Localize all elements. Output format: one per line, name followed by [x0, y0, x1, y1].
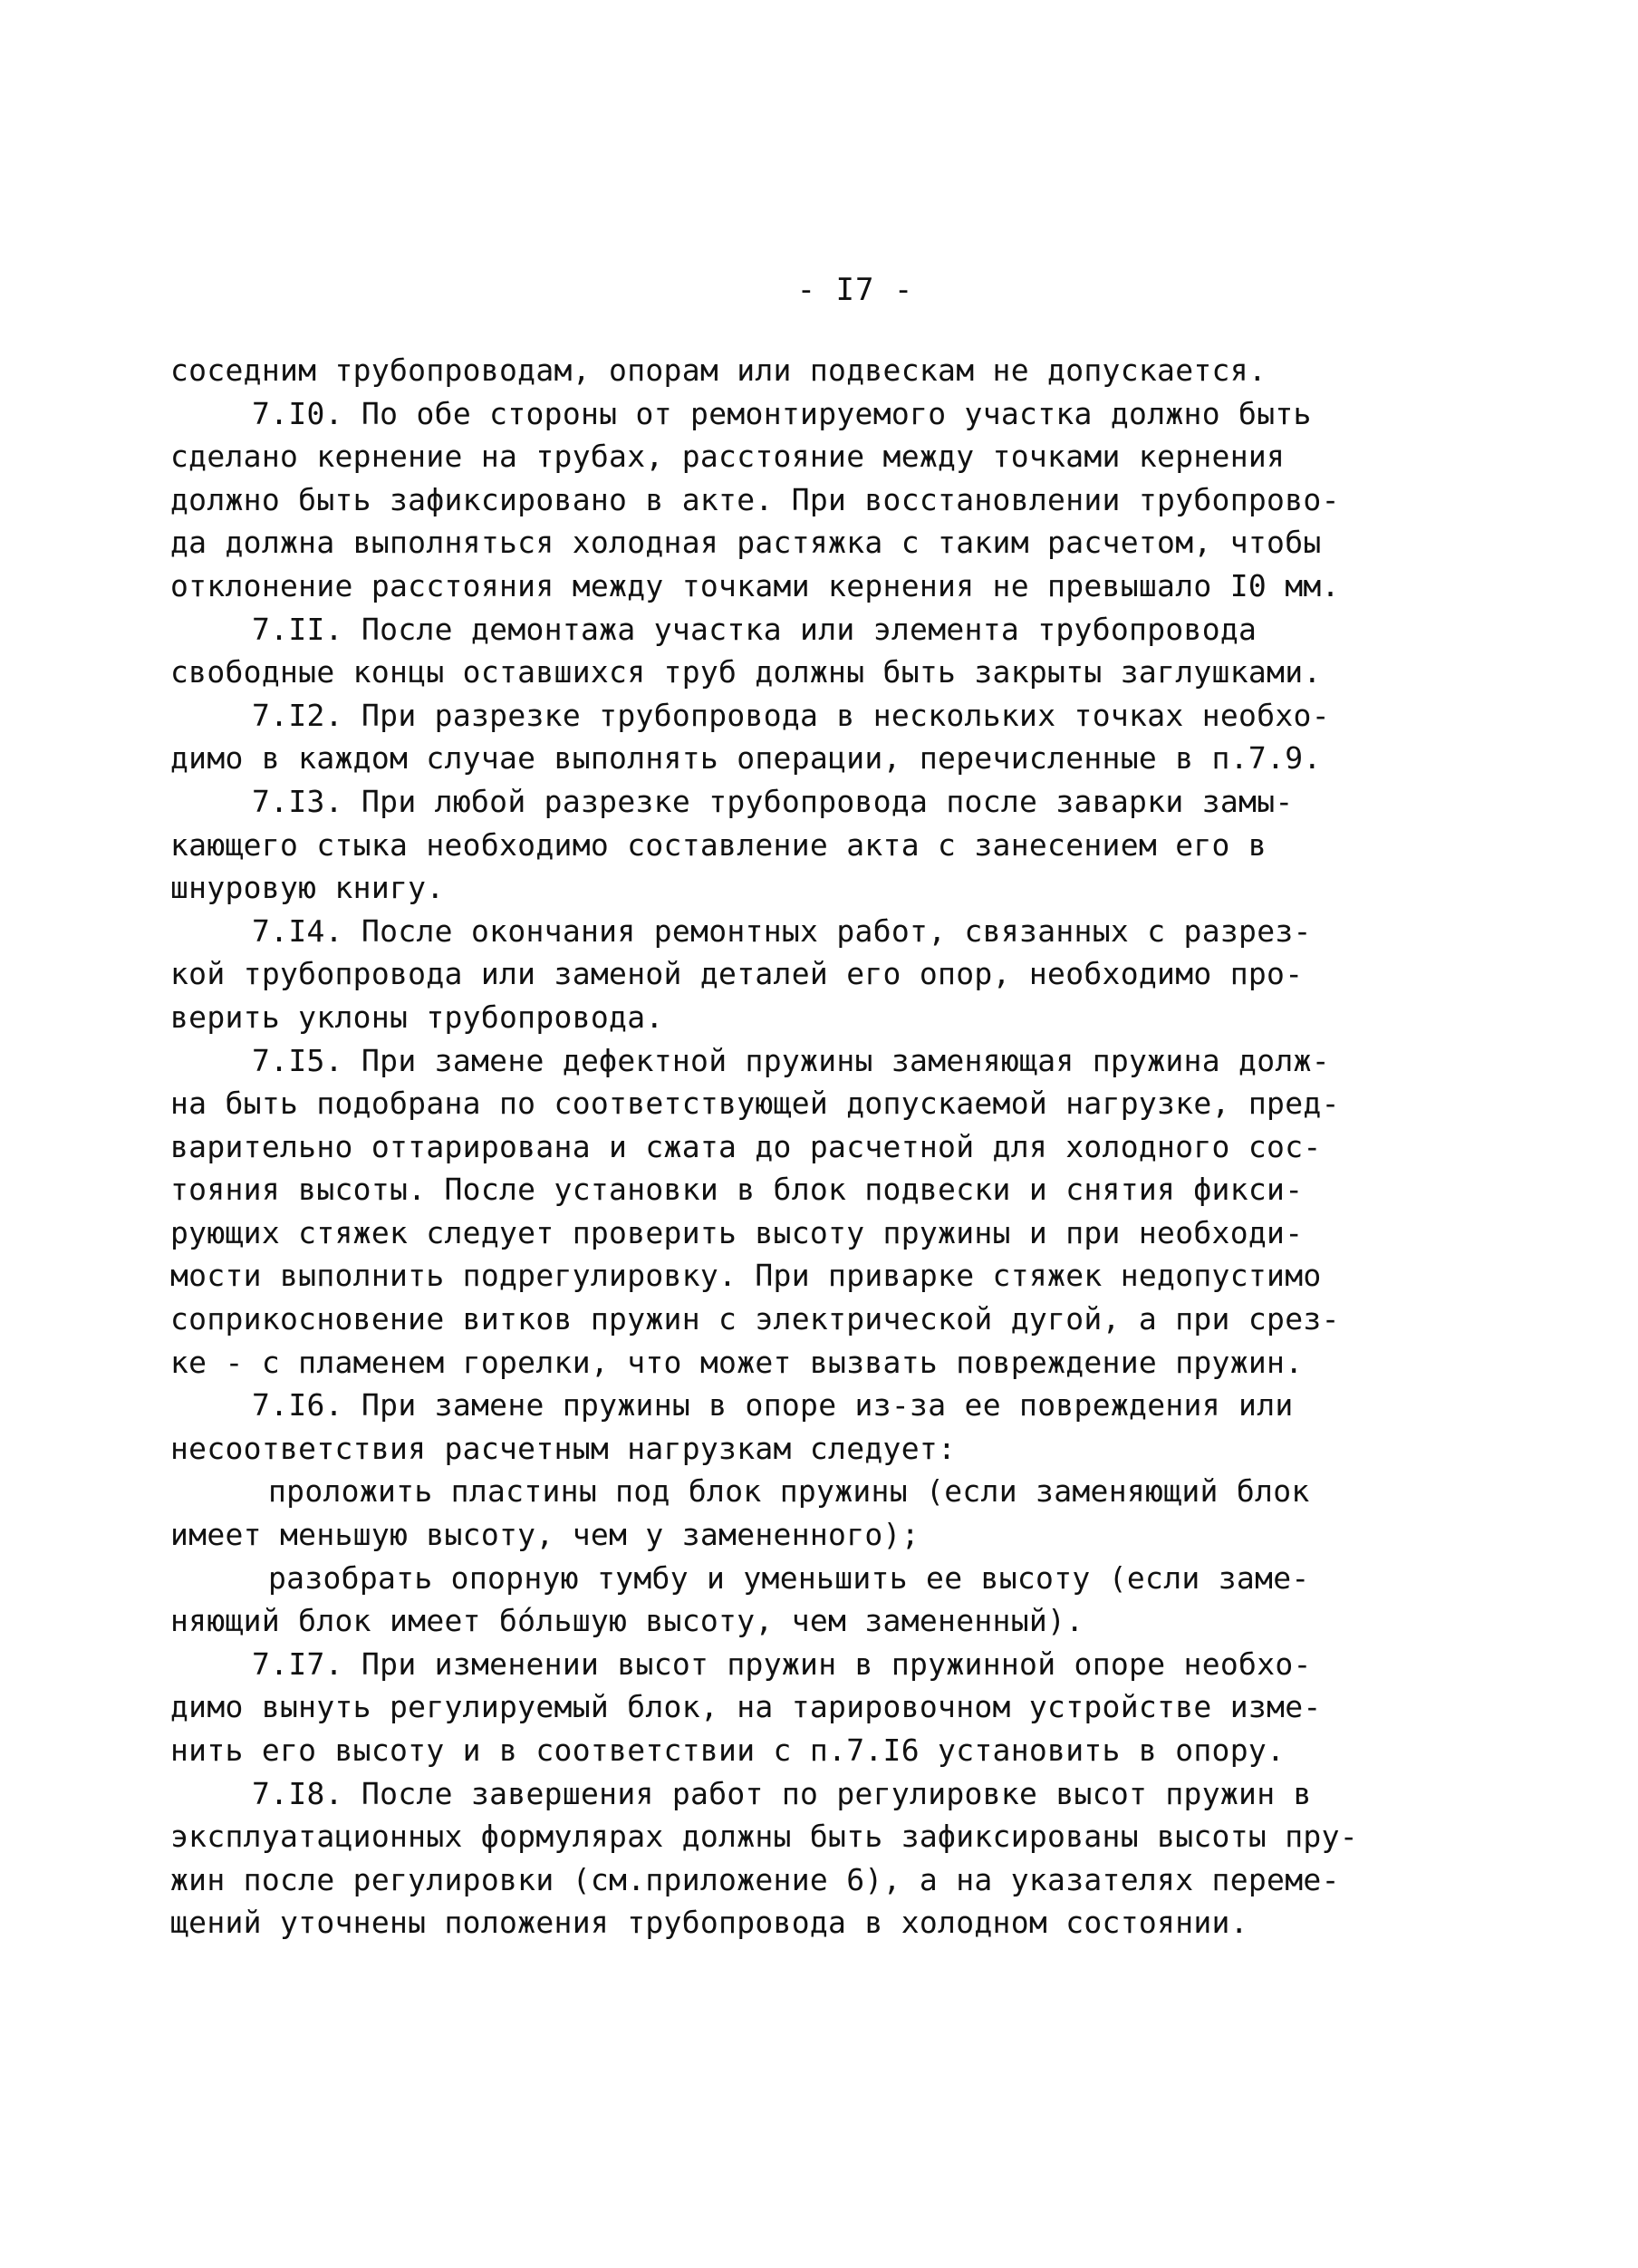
text-line: кающего стыка необходимо составление акта с занесением его в: [170, 826, 1267, 863]
text-line: димо в каждом случае выполнять операции, перечисленные в п.7.9.: [170, 740, 1322, 777]
text-line: соседним трубопроводам, опорам или подвескам не допускается.: [170, 352, 1267, 388]
text-line: 7.I0. По обе стороны от ремонтируемого участка должно быть: [252, 395, 1312, 431]
text-line: сделано кернение на трубах, расстояние между точками кернения: [170, 439, 1286, 475]
text-line: несоответствия расчетным нагрузкам следует:: [170, 1430, 957, 1466]
text-line: разобрать опорную тумбу и уменьшить ее высоту (если заме-: [268, 1559, 1310, 1596]
text-line: нить его высоту и в соответствии с п.7.I6 установить в опору.: [170, 1732, 1286, 1768]
text-line: няющий блок имеет бóльшую высоту, чем замененный).: [170, 1603, 1084, 1639]
text-line: ке - с пламенем горелки, что может вызвать повреждение пружин.: [170, 1344, 1304, 1380]
text-line: 7.I6. При замене пружины в опоре из-за ее повреждения или: [252, 1387, 1294, 1424]
text-line: тояния высоты. После установки в блок подвески и снятия фикси-: [170, 1172, 1304, 1208]
text-line: отклонение расстояния между точками кернения не превышало I0 мм.: [170, 567, 1340, 603]
text-line: кой трубопровода или заменой деталей его опор, необходимо про-: [170, 956, 1304, 992]
text-line: 7.I8. После завершения работ по регулировке высот пружин в: [252, 1775, 1312, 1811]
text-line: имеет меньшую высоту, чем у замененного);: [170, 1517, 920, 1553]
text-line: димо вынуть регулируемый блок, на тарировочном устройстве изме-: [170, 1689, 1322, 1725]
page-number: - I7 -: [796, 272, 914, 308]
text-line: 7.I4. После окончания ремонтных работ, связанных с разрез-: [252, 912, 1312, 949]
text-line: верить уклоны трубопровода.: [170, 999, 664, 1035]
text-line: мости выполнить подрегулировку. При приварке стяжек недопустимо: [170, 1258, 1322, 1294]
text-line: эксплуатационных формулярах должны быть зафиксированы высоты пру-: [170, 1819, 1358, 1855]
text-line: шнуровую книгу.: [170, 870, 445, 906]
text-line: жин после регулировки (см.приложение 6), а на указателях переме-: [170, 1861, 1340, 1897]
document-body: [170, 349, 1358, 1945]
text-line: рующих стяжек следует проверить высоту пружины и при необходи-: [170, 1214, 1304, 1250]
text-line: 7.I2. При разрезке трубопровода в нескольких точках необхо-: [252, 697, 1330, 733]
text-line: должно быть зафиксировано в акте. При восстановлении трубопрово-: [170, 481, 1340, 517]
text-line: 7.I5. При замене дефектной пружины заменяющая пружина долж-: [252, 1042, 1330, 1078]
text-line: щений уточнены положения трубопровода в холодном состоянии.: [170, 1905, 1248, 1941]
text-line: на быть подобрана по соответствующей допускаемой нагрузке, пред-: [170, 1086, 1340, 1122]
text-line: проложить пластины под блок пружины (если заменяющий блок: [268, 1473, 1310, 1510]
text-line: соприкосновение витков пружин с электрической дугой, а при срез-: [170, 1301, 1340, 1337]
text-line: 7.I7. При изменении высот пружин в пружинной опоре необхо-: [252, 1646, 1312, 1682]
text-line: свободные концы оставшихся труб должны быть закрыты заглушками.: [170, 654, 1322, 690]
text-line: да должна выполняться холодная растяжка с таким расчетом, чтобы: [170, 525, 1322, 561]
text-line: варительно оттарирована и сжата до расчетной для холодного сос-: [170, 1128, 1322, 1164]
text-line: 7.I3. При любой разрезке трубопровода после заварки замы-: [252, 783, 1294, 819]
text-line: 7.II. После демонтажа участка или элемента трубопровода: [252, 611, 1257, 647]
